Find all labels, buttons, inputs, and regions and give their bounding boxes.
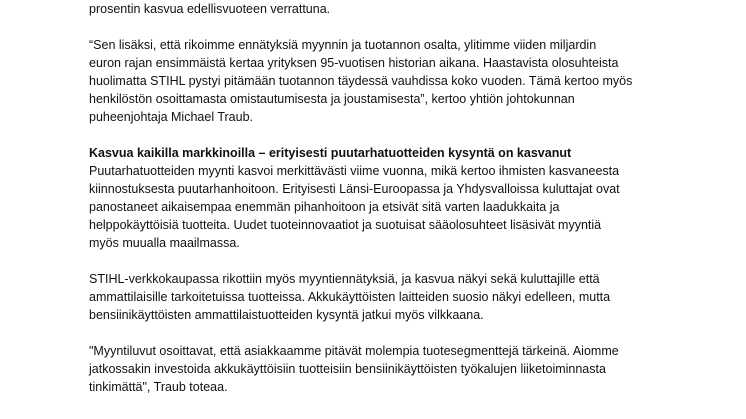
paragraph-growth-intro (89, 0, 669, 18)
paragraph-line: Puutarhatuotteiden myynti kasvoi merkittävästi viime vuonna, mikä kertoo ihmisten kasvaneesta (89, 164, 620, 178)
paragraph-line: bensiinikäyttöisten ammattilaistuotteiden kysyntä jatkui myös vilkkaana. (89, 308, 484, 322)
paragraph-line: prosentin kasvua edellisvuoteen verrattuna. (89, 2, 331, 16)
paragraph-line: ammattilaisille tarkoitetuissa tuotteissa. Akkukäyttöisten laitteiden suosio näkyi edelleen, mutta (89, 290, 611, 304)
document-body (89, 0, 669, 414)
paragraph-line: huolimatta STIHL pystyi pitämään tuotannon täydessä vauhdissa koko vuoden. Tämä kertoo myös (89, 74, 633, 88)
paragraph-line: euron rajan ensimmäistä kertaa yrityksen 95-vuotisen historian aikana. Haastavista olosuhteista (89, 56, 619, 70)
paragraph-line: helppokäyttöisiä tuotteita. Uudet tuoteinnovaatiot ja suotuisat sääolosuhteet lisäsivät myyntiä (89, 218, 602, 232)
paragraph-line: kiinnostuksesta puutarhanhoitoon. Erityisesti Länsi-Euroopassa ja Yhdysvalloissa kuluttajat ovat (89, 182, 620, 196)
paragraph-line: puheenjohtaja Michael Traub. (89, 110, 254, 124)
paragraph-ceo-quote (89, 36, 669, 126)
paragraph-line: "Myyntiluvut osoittavat, että asiakkaamme pitävät molempia tuotesegmenttejä tärkeinä. Aiomme (89, 344, 619, 358)
paragraph-line: tinkimättä", Traub toteaa. (89, 380, 228, 394)
paragraph-line: jatkossakin investoida akkukäyttöisiin tuotteisiin bensiinikäyttöisten työkalujen liiketoiminnasta (89, 362, 606, 376)
paragraph-traub-quote (89, 342, 669, 396)
paragraph-webshop (89, 270, 669, 324)
paragraph-line: henkilöstön osoittamasta omistautumisesta ja joustamisesta”, kertoo yhtiön johtokunnan (89, 92, 575, 106)
paragraph-line: panostaneet aikaisempaa enemmän pihanhoitoon ja etsivät sitä varten laadukkaita ja (89, 200, 560, 214)
paragraph-line: STIHL-verkkokaupassa rikottiin myös myyntiennätyksiä, ja kasvua näkyi sekä kuluttajille että (89, 272, 600, 286)
section-garden-products (89, 144, 669, 252)
section-heading: Kasvua kaikilla markkinoilla – erityisesti puutarhatuotteiden kysyntä on kasvanut (89, 146, 572, 160)
paragraph-line: “Sen lisäksi, että rikoimme ennätyksiä myynnin ja tuotannon osalta, ylitimme viiden miljardin (89, 38, 597, 52)
paragraph-line: myös muualla maailmassa. (89, 236, 240, 250)
